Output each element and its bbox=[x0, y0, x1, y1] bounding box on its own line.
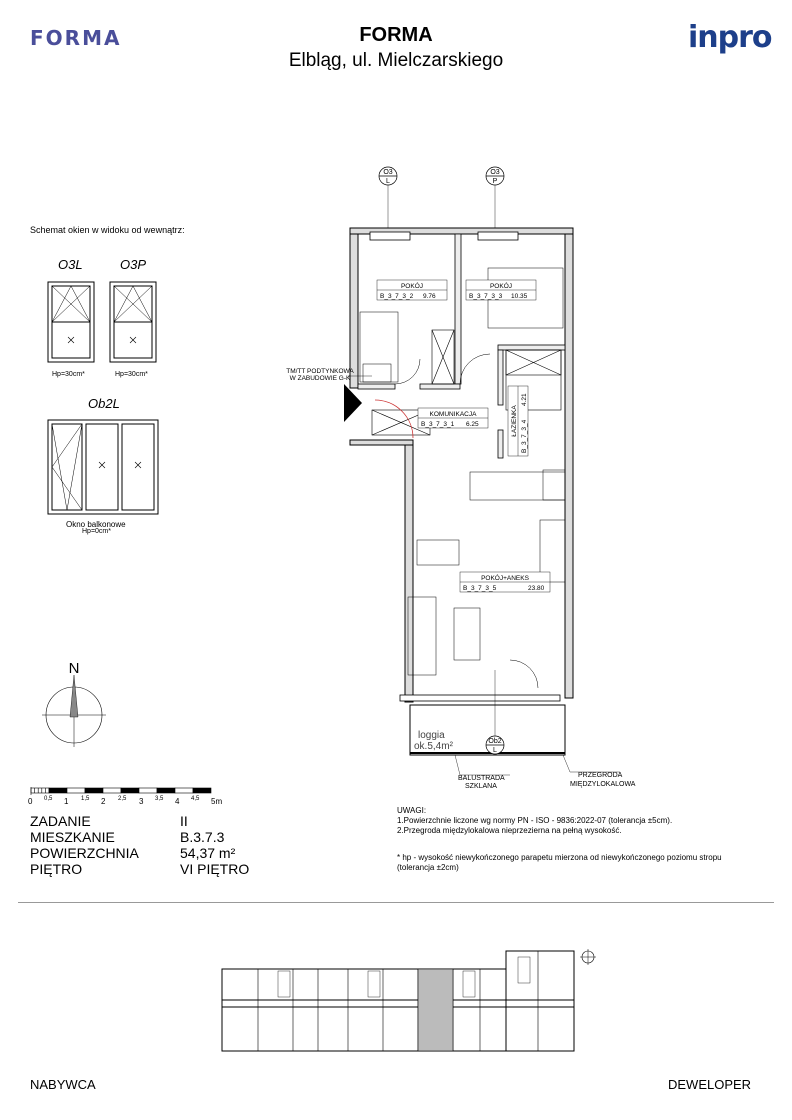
tm-note-line1: TM/TT PODTYNKOWA bbox=[286, 368, 354, 375]
windows-caption: Schemat okien w widoku od wewnątrz: bbox=[30, 225, 185, 235]
footer-nabywca: NABYWCA bbox=[30, 1077, 96, 1092]
room-lazienka-area: 4.21 bbox=[521, 393, 528, 406]
notes-line1: 1.Powierzchnie liczone wg normy PN - ISO - 9836:2022-07 (tolerancja ±5cm). bbox=[397, 816, 673, 825]
tag-ob2l-bottom: L bbox=[493, 747, 497, 754]
window-ob2l-schematic bbox=[46, 418, 161, 518]
window-ob2l-desc: Okno balkonowe bbox=[66, 520, 126, 529]
scale-tick-1-5: 1,5 bbox=[81, 796, 90, 802]
tag-ob2l-top: Ob2 bbox=[488, 738, 502, 745]
notes-line3: * hp - wysokość niewykończonego parapetu mierzona od niewykończonego poziomu stropu bbox=[397, 853, 722, 862]
room-aneks-code: B_3_7_3_5 bbox=[463, 585, 497, 592]
scale-tick-0: 0 bbox=[28, 797, 33, 806]
scale-tick-4: 4 bbox=[175, 797, 180, 806]
notes-title: UWAGI: bbox=[397, 806, 427, 815]
info-label-powierzchnia: POWIERZCHNIA bbox=[30, 845, 139, 861]
window-o3l-hp: Hp=30cm* bbox=[52, 371, 85, 378]
info-label-mieszkanie: MIESZKANIE bbox=[30, 829, 115, 845]
room-pokoj1-code: B_3_7_3_2 bbox=[380, 293, 414, 300]
room-pokoj1-area: 9.76 bbox=[423, 293, 436, 300]
info-value-mieszkanie: B.3.7.3 bbox=[180, 829, 225, 845]
scale-tick-0-5: 0,5 bbox=[44, 796, 53, 802]
info-value-zadanie: II bbox=[180, 813, 188, 829]
inpro-logo: inpro bbox=[688, 20, 772, 55]
room-lazienka-code: B_3_7_3_4 bbox=[521, 419, 528, 453]
room-pokoj2-area: 10.35 bbox=[511, 293, 528, 300]
highlighted-unit bbox=[418, 969, 453, 1051]
compass-north-label: N bbox=[68, 660, 80, 677]
room-komunikacja-area: 6.25 bbox=[466, 421, 479, 428]
scale-tick-2: 2 bbox=[101, 797, 106, 806]
balustrada-line1: BALUSTRADA bbox=[458, 775, 505, 782]
footer-deweloper: DEWELOPER bbox=[668, 1077, 752, 1092]
floor-plan bbox=[260, 160, 680, 800]
przegroda-line1: PRZEGRODA bbox=[578, 772, 623, 779]
tag-o3l-top: O3 bbox=[383, 169, 393, 176]
room-pokoj1-name: POKÓJ bbox=[400, 283, 424, 290]
building-key-plan bbox=[218, 945, 603, 1055]
window-o3p-hp: Hp=30cm* bbox=[115, 371, 148, 378]
window-ob2l-label: Ob2L bbox=[88, 396, 120, 411]
tag-o3p-bottom: P bbox=[492, 178, 498, 185]
scale-tick-5m: 5m bbox=[211, 797, 223, 806]
tm-note-line2: W ZABUDOWIE G-K bbox=[289, 375, 351, 382]
page-subtitle: Elbląg, ul. Mielczarskiego bbox=[288, 50, 504, 71]
notes-line2: 2.Przegroda międzylokalowa nieprzezierna na pełną wysokość. bbox=[397, 826, 622, 835]
info-label-zadanie: ZADANIE bbox=[30, 813, 91, 829]
info-value-pietro: VI PIĘTRO bbox=[180, 861, 250, 877]
notes-line4: (tolerancja ±2cm) bbox=[397, 863, 459, 872]
room-pokoj2-name: POKÓJ bbox=[489, 283, 513, 290]
page-title: FORMA bbox=[359, 24, 433, 46]
room-komunikacja-name: KOMUNIKACJA bbox=[429, 411, 477, 418]
scale-tick-1: 1 bbox=[64, 797, 69, 806]
info-label-pietro: PIĘTRO bbox=[30, 861, 83, 877]
room-lazienka-name: ŁAZIENKA bbox=[511, 405, 518, 437]
forma-logo: FORMA bbox=[30, 26, 122, 50]
window-o3-schematic bbox=[44, 280, 164, 365]
window-o3l-label: O3L bbox=[58, 257, 83, 272]
window-o3p-label: O3P bbox=[120, 257, 147, 272]
divider bbox=[18, 902, 774, 903]
window-ob2l-hp: Hp=0cm* bbox=[82, 528, 111, 535]
scale-bar bbox=[28, 786, 238, 808]
room-aneks-area: 23.80 bbox=[528, 585, 545, 592]
scale-tick-4-5: 4,5 bbox=[191, 796, 200, 802]
room-komunikacja-code: B_3_7_3_1 bbox=[421, 421, 455, 428]
scale-tick-2-5: 2,5 bbox=[118, 796, 127, 802]
balustrada-line2: SZKLANA bbox=[465, 783, 497, 790]
scale-tick-3: 3 bbox=[139, 797, 144, 806]
przegroda-line2: MIĘDZYLOKALOWA bbox=[570, 781, 636, 788]
info-value-powierzchnia: 54,37 m² bbox=[180, 845, 236, 861]
loggia-label: loggia bbox=[418, 730, 445, 741]
loggia-area: ok.5,4m² bbox=[414, 741, 453, 752]
scale-tick-3-5: 3,5 bbox=[155, 796, 164, 802]
tag-o3p-top: O3 bbox=[490, 169, 500, 176]
room-aneks-name: POKÓJ+ANEKS bbox=[481, 575, 529, 582]
room-pokoj2-code: B_3_7_3_3 bbox=[469, 293, 503, 300]
tag-o3l-bottom: L bbox=[386, 178, 390, 185]
north-compass-icon bbox=[38, 655, 110, 750]
